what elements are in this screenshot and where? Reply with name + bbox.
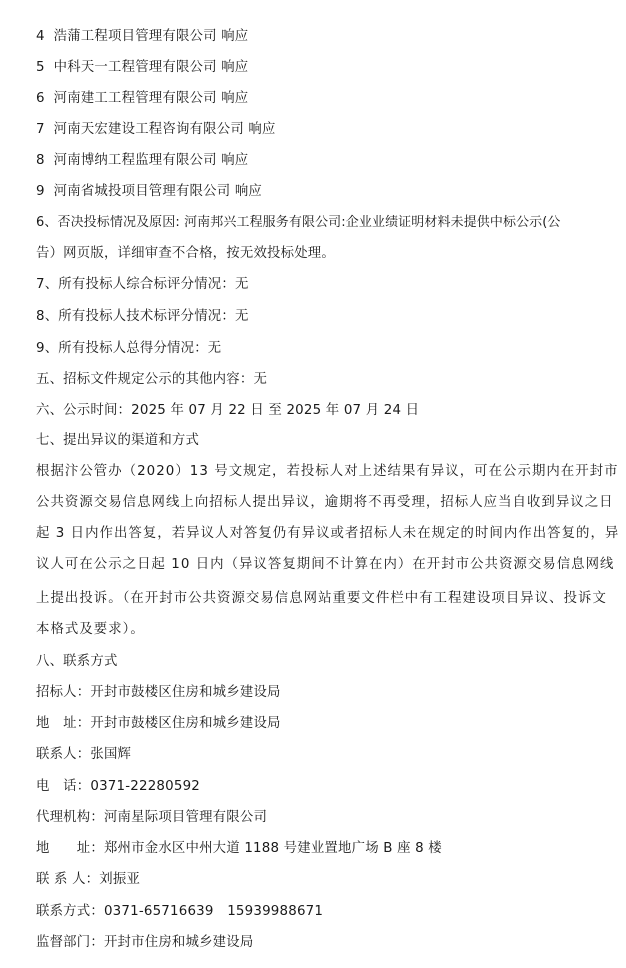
bidder-name: 河南建工工程管理有限公司 xyxy=(53,91,217,106)
bidder-no: 9 xyxy=(36,184,45,199)
bidder-no: 6 xyxy=(36,91,45,106)
bidder-name: 浩蒲工程项目管理有限公司 xyxy=(53,29,217,44)
objection-paragraph-line: 根据汴公管办（2020）13 号文规定，若投标人对上述结果有异议，可在公示期内在开封市 xyxy=(36,464,619,479)
bidder-name: 中科天一工程管理有限公司 xyxy=(53,60,217,75)
objection-paragraph-line: 议人可在公示之日起 10 日内（异议答复期间不计算在内）在开封市公共资源交易信息网线 xyxy=(36,557,615,572)
bidder-status: 响应 xyxy=(221,153,249,168)
bidder-name: 河南博纳工程监理有限公司 xyxy=(53,153,217,168)
bidder-no: 7 xyxy=(36,122,45,137)
rejection-reason-line: 6、否决投标情况及原因: 河南邦兴工程服务有限公司:企业业绩证明材料未提供中标公示(公 xyxy=(36,215,561,230)
agency: 代理机构：河南星际项目管理有限公司 xyxy=(36,810,268,825)
bidder-row xyxy=(36,183,596,201)
bidder-row xyxy=(36,90,596,108)
item-8-technical-score: 8、所有投标人技术标评分情况：无 xyxy=(36,309,249,324)
objection-paragraph-line: 本格式及要求）。 xyxy=(36,622,145,637)
bidder-name: 河南天宏建设工程咨询有限公司 xyxy=(53,122,244,137)
section-6-publicity-period: 六、公示时间：2025 年 07 月 22 日 至 2025 年 07 月 24 日 xyxy=(36,403,420,418)
item-7-comprehensive-score: 7、所有投标人综合标评分情况：无 xyxy=(36,277,249,292)
bidder-no: 8 xyxy=(36,153,45,168)
section-8-title: 八、联系方式 xyxy=(36,654,118,669)
agency-phone: 联系方式：0371-65716639 15939988671 xyxy=(36,904,324,919)
bidder-row xyxy=(36,121,596,139)
bidder-row xyxy=(36,28,596,46)
objection-paragraph-line: 公共资源交易信息网线上向招标人提出异议，逾期将不再受理，招标人应当自收到异议之日 xyxy=(36,495,614,510)
bidder-status: 响应 xyxy=(234,184,262,199)
bidder-no: 5 xyxy=(36,60,45,75)
rejection-reason-line: 告）网页版，详细审查不合格，按无效投标处理。 xyxy=(36,246,335,261)
tenderer-contact-person: 联系人：张国辉 xyxy=(36,747,132,762)
bidder-row xyxy=(36,152,596,170)
tenderer-phone: 电 话：0371-22280592 xyxy=(36,779,201,794)
bidder-no: 4 xyxy=(36,29,45,44)
tenderer-address: 地 址：开封市鼓楼区住房和城乡建设局 xyxy=(36,716,281,731)
bidder-name: 河南省城投项目管理有限公司 xyxy=(53,184,231,199)
bidder-status: 响应 xyxy=(221,29,249,44)
section-7-title: 七、提出异议的渠道和方式 xyxy=(36,433,200,448)
item-9-total-score: 9、所有投标人总得分情况：无 xyxy=(36,341,222,356)
agency-address: 地 址：郑州市金水区中州大道 1188 号建业置地广场 B 座 8 楼 xyxy=(36,841,442,856)
bidder-row xyxy=(36,59,596,77)
objection-paragraph-line: 上提出投诉。（在开封市公共资源交易信息网站重要文件栏中有工程建设项目异议、投诉文 xyxy=(36,591,607,606)
bidder-status: 响应 xyxy=(221,60,249,75)
tenderer: 招标人：开封市鼓楼区住房和城乡建设局 xyxy=(36,685,281,700)
objection-paragraph-line: 起 3 日内作出答复，若异议人对答复仍有异议或者招标人未在规定的时间内作出答复的，异 xyxy=(36,526,620,541)
section-5-other-content: 五、招标文件规定公示的其他内容：无 xyxy=(36,372,268,387)
bidder-status: 响应 xyxy=(221,91,249,106)
supervisor: 监督部门：开封市住房和城乡建设局 xyxy=(36,935,254,950)
bidder-status: 响应 xyxy=(248,122,276,137)
agency-contact-person: 联 系 人：刘振亚 xyxy=(36,872,141,887)
